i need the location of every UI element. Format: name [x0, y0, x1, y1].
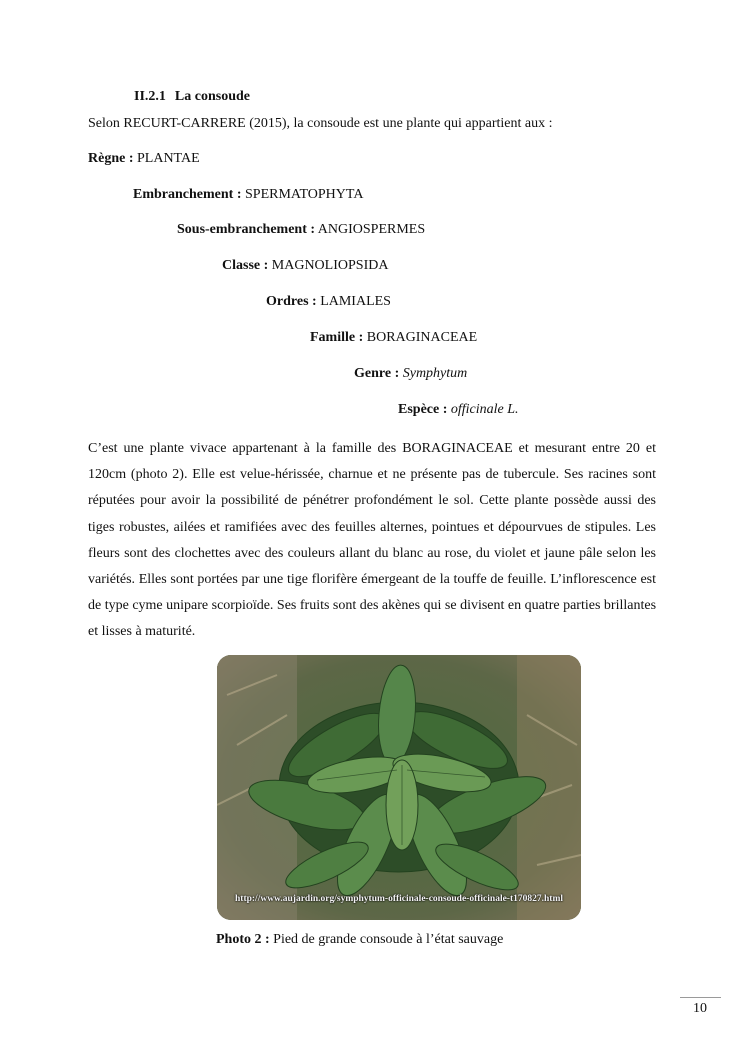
taxonomy-espece — [398, 402, 519, 418]
taxonomy-value: LAMIALES — [320, 294, 391, 309]
taxonomy-label: Règne : — [88, 151, 134, 166]
photo-caption — [216, 932, 503, 948]
taxonomy-value: SPERMATOPHYTA — [245, 187, 364, 202]
taxonomy-classe — [222, 258, 388, 274]
taxonomy-label: Espèce : — [398, 402, 448, 417]
taxonomy-label: Embranchement : — [133, 187, 242, 202]
description-text: C’est une plante vivace appartenant à la famille des BORAGINACEAE et mesurant entre 20 et 120cm (photo 2). Elle est velue-hérissée, charnue et ne présente pas de tubercule. Ses racines sont réputées pour avoir la possibilité de pénétrer profondément le sol. Cette plante possède aussi des tiges robustes, ailées et ramifiées avec des feuilles alternes, pointues et dépourvues de stipules. Les fleurs sont des clochettes avec des couleurs allant du blanc au rose, du violet et jaune pâle selon les variétés. Elles sont portées par une tige florifère émergeant de la touffe de feuille. L’inflorescence est de type cyme unipare scorpioïde. Ses fruits sont des akènes qui se divisent en quatre parties brillantes et lisses à maturité. — [88, 441, 657, 640]
page-number: 10 — [693, 1001, 707, 1016]
taxonomy-value: ANGIOSPERMES — [317, 222, 426, 237]
intro-sentence: Selon RECURT-CARRERE (2015), la consoude est une plante qui appartient aux : — [88, 116, 553, 131]
comfrey-plant-illustration — [217, 655, 581, 920]
taxonomy-label: Ordres : — [266, 294, 317, 309]
section-title: La consoude — [174, 89, 250, 104]
taxonomy-ordres — [266, 294, 391, 310]
taxonomy-label: Genre : — [354, 366, 400, 381]
caption-label: Photo 2 : — [216, 932, 270, 947]
section-number: II.2.1 — [134, 89, 166, 104]
taxonomy-famille — [310, 330, 477, 346]
taxonomy-label: Classe : — [222, 258, 269, 273]
taxonomy-value: officinale L. — [450, 402, 519, 417]
taxonomy-genre — [354, 366, 467, 382]
taxonomy-label: Sous-embranchement : — [177, 222, 316, 237]
photo-source-url: http://www.aujardin.org/symphytum-officinale-consoude-officinale-t170827.html — [235, 894, 564, 904]
taxonomy-value: Symphytum — [402, 366, 468, 381]
taxonomy-label: Famille : — [310, 330, 364, 345]
taxonomy-regne — [88, 151, 200, 167]
taxonomy-sous-embranchement — [177, 222, 425, 238]
caption-text: Pied de grande consoude à l’état sauvage — [273, 932, 504, 947]
footer-divider — [680, 997, 721, 998]
comfrey-photo — [217, 655, 581, 920]
taxonomy-value: BORAGINACEAE — [366, 330, 478, 345]
taxonomy-value: MAGNOLIOPSIDA — [271, 258, 389, 273]
taxonomy-embranchement — [133, 187, 363, 203]
section-heading — [134, 89, 250, 105]
taxonomy-value: PLANTAE — [137, 151, 200, 166]
description-paragraph — [88, 436, 656, 646]
